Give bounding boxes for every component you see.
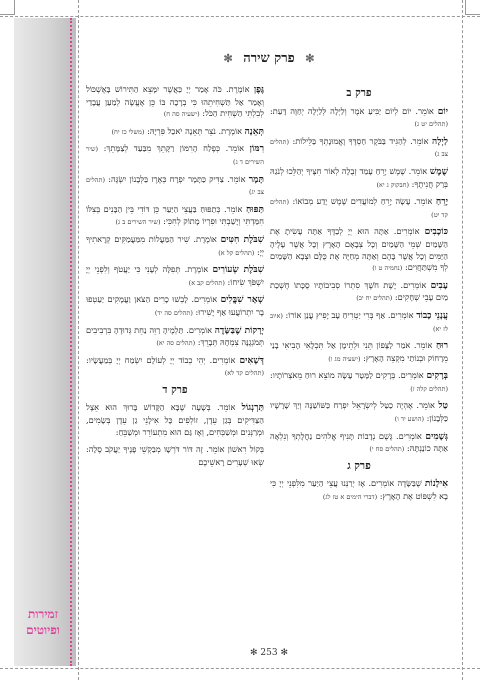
- verse-source: (ישעיה מג ו): [328, 354, 361, 363]
- verse-paragraph: [86, 234, 264, 259]
- cut-line-top: [0, 16, 480, 17]
- chapter-heading: פרק ב: [346, 87, 372, 99]
- book-page: [82, 22, 456, 666]
- verse-source: (נחמיה ט ו): [372, 264, 403, 273]
- verse-text: אוֹמֵר. כְּתַפּוּחַ בַּעֲצֵי הַיַּעַר כֵּן דּוֹדִי בֵּין הַבָּנִים בְּצִלּוֹ חִמַּדְתִּי וְיָשַׁבְתִּי וּפִרְיוֹ מָתוֹק לְחִכִּי:: [86, 203, 264, 227]
- crop-mark-top-right: [465, 0, 480, 15]
- verse-text: אוֹמְרִים. תַּלְמֶיהָ רַוֵּה נַחֵת גְּדוּדֶהָ בִּרְבִיבִים תְּמֹגְגֶנָּה צִמְחָהּ תְּבָרֵךְ:: [86, 324, 264, 348]
- verse-source: (משלי כז יח): [111, 127, 145, 136]
- verse-text: אוֹמְרִים. בְּרָקִים לַמָּטָר עָשָׂה מוֹצֵא רוּחַ מֵאֹצְרוֹתָיו:: [270, 370, 427, 381]
- verse-speaker: תַּפּוּחַ: [245, 204, 264, 215]
- section-tab-label-line1: זמירות: [28, 607, 58, 621]
- verse-speaker: שִׁבֹּלֶת שְׂעוֹרִים: [212, 265, 264, 276]
- verse-source: (ישעיה סה ח): [163, 110, 200, 119]
- verse-paragraph: [270, 478, 448, 503]
- verse-paragraph: [86, 402, 264, 439]
- verse-paragraph: [270, 196, 448, 221]
- verse-paragraph: [270, 340, 448, 365]
- folio-ornament-left: ✻: [249, 648, 258, 658]
- verse-text: אוֹמֵר. יוֹם לְיוֹם יַבִּיעַ אֹמֶר וְלַיְלָה לְּלַיְלָה יְחַוֶּה דָּעַת:: [270, 105, 438, 116]
- verse-text: אוֹמֵר. שֶׁמֶשׁ יָרֵחַ עָמַד זְבֻלָה לְאוֹר חִצֶּיךָ יְהַלֵּכוּ לְנֹגַהּ בְּרַק חֲנִיתֶךָ:: [270, 165, 448, 189]
- verse-source: (תהלים קלה ז): [410, 384, 448, 393]
- side-tab-dotted-border: [70, 18, 72, 666]
- verse-text: אוֹמֵר. צַדִּיק כַּתָּמָר יִפְרָח כְּאֶרֶז בַּלְּבָנוֹן יִשְׂגֶּה:: [108, 173, 249, 184]
- verse-text: אוֹמְרִים. לָבְשׁוּ כָרִים הַצֹּאן וַעֲמָקִים יַעַטְפוּ בָר יִתְרוֹעֲעוּ אַף יָשִׁירוּ:: [86, 294, 264, 317]
- verse-text: אוֹמֵר. אֹמַר לַצָּפוֹן תֵּנִי וּלְתֵימָן אַל תִּכְלָאִי הָבִיאִי בָנַי מֵרָחוֹק וּבְנוֹתַי מִקְצֵה הָאָרֶץ:: [270, 340, 448, 363]
- verse-paragraph: [86, 355, 264, 380]
- verse-paragraph: [270, 431, 448, 456]
- verse-speaker: בְּרָקִים: [426, 371, 448, 382]
- verse-text: בְּקוֹל רִאשׁוֹן אוֹמֵר. זֶה דּוֹר דֹּרְשָׁו מְבַקְשֵׁי פָנֶיךָ יַעֲקֹב סֶלָה: שְׂאוּ שְׁעָרִים רָאשֵׁיכֶם: [86, 444, 264, 467]
- verse-speaker: תַּרְנְגוֹל: [241, 403, 264, 414]
- section-tab-label-line2: ופיוטים: [26, 623, 60, 637]
- header-ornament-right: ✻: [305, 52, 315, 65]
- verse-paragraph: [86, 204, 264, 229]
- verse-paragraph: [86, 264, 264, 289]
- left-text-column: [86, 84, 264, 474]
- verse-paragraph: [270, 400, 448, 425]
- verse-paragraph: [270, 166, 448, 191]
- verse-source: (תהלים סה יד): [154, 308, 193, 317]
- verse-source: (תהלים קב א): [188, 278, 225, 287]
- verse-text: אוֹמְרִים. יְהִי כְבוֹד יְיָ לְעוֹלָם יִשְׂמַח יְיָ בְּמַעֲשָׂיו:: [86, 354, 240, 365]
- verse-source: (הושע יד ו): [394, 415, 424, 424]
- verse-speaker: טַל: [438, 401, 448, 412]
- verse-text: אוֹמֶרֶת. נֹצֵר תְּאֵנָה יֹאכַל פִּרְיָהּ:: [147, 125, 245, 136]
- header-ornament-left: ✻: [223, 52, 233, 65]
- cut-line-bottom: [0, 668, 480, 669]
- verse-source: (תהלים צב ג): [270, 137, 448, 159]
- verse-paragraph: [86, 444, 264, 469]
- verse-text: אוֹמְרִים. יָשֶׁת חֹשֶׁךְ סִתְרוֹ סְבִיבוֹתָיו סֻכָּתוֹ חֶשְׁכַת מַיִם עָבֵי שְׁחָקִים:: [270, 279, 448, 303]
- verse-text: אוֹמְרִים. גֶּשֶׁם נְדָבוֹת תָּנִיף אֱלֹהִים נַחֲלָתְךָ וְנִלְאָה אַתָּה כוֹנַנְתָּהּ:: [270, 430, 448, 454]
- verse-text: אוֹמֶרֶת. כֹּה אָמַר יְיָ כַּאֲשֶׁר יִמָּצֵא הַתִּירוֹשׁ בָּאֶשְׁכּוֹל וְאָמַר אַל תַּשְׁחִיתֵהוּ כִּי בְרָכָה בּוֹ כֵּן אֶעֱשֶׂה לְמַעַן עֲבָדַי לְבִלְתִּי הַשְׁחִית הַכֹּל:: [86, 84, 264, 119]
- verse-paragraph: [86, 325, 264, 350]
- folio-ornament-right: ✻: [280, 648, 289, 658]
- verse-paragraph: [270, 280, 448, 305]
- section-tab-label: [18, 606, 68, 638]
- verse-speaker: כּוֹכָבִים: [424, 227, 448, 238]
- verse-text: שֶׁבַּשָּׂדֶה אוֹמְרִים. אָז יְרַנְּנוּ עֲצֵי הַיַּעַר מִלִּפְנֵי יְיָ כִּי בָא לִשְׁפּוֹט אֶת הָאָרֶץ:: [270, 478, 448, 502]
- chapter-heading: פרק ג: [347, 459, 371, 472]
- verse-source: (תהלים קד יט): [270, 198, 448, 219]
- right-text-column: [270, 84, 448, 509]
- verse-source: (תהלים צב יג): [86, 175, 264, 197]
- verse-paragraph: [270, 226, 448, 274]
- verse-speaker: גֶּפֶן: [253, 85, 264, 95]
- verse-source: (תהלים קל א): [218, 248, 255, 257]
- verse-source: (תהלים יח יב): [356, 294, 393, 303]
- verse-paragraph: [270, 106, 448, 131]
- verse-paragraph: [86, 174, 264, 199]
- verse-paragraph: [86, 294, 264, 319]
- verse-source: (תהלים קד לא): [224, 369, 264, 378]
- section-side-tab: [14, 18, 76, 666]
- verse-source: (תהלים סח י): [369, 445, 405, 454]
- verse-speaker: עָבִים: [430, 280, 448, 291]
- verse-paragraph: [270, 136, 448, 161]
- verse-paragraph: [270, 370, 448, 395]
- verse-text: אוֹמְרִים. אַתָּה הוּא יְיָ לְבַדֶּךָ אַתָּה עָשִׂיתָ אֶת הַשָּׁמַיִם שְׁמֵי הַשָּׁמַיִם וְכָל צְבָאָם הָאָרֶץ וְכָל אֲשֶׁר עָלֶיהָ הַיַּמִּים וְכָל אֲשֶׁר בָּהֶם וְאַתָּה מְחַיֶּה אֶת כֻּלָּם וּצְבָא הַשָּׁמַיִם לְךָ מִשְׁתַּחֲוִים:: [270, 226, 448, 273]
- verse-speaker: רִמּוֹן: [249, 144, 264, 155]
- verse-speaker: לַיְלָה: [432, 136, 448, 147]
- verse-source: (שיר השירים ב ג): [115, 218, 161, 227]
- cut-line-left: [78, 0, 79, 680]
- verse-speaker: יָרֵחַ: [435, 197, 448, 208]
- verse-speaker: שְׁאָר שִׁבֳּלִים: [220, 295, 264, 306]
- verse-source: (תהלים יט ג): [414, 120, 448, 129]
- verse-paragraph: [86, 126, 264, 139]
- verse-text: אוֹמֵר. כְּפֶלַח הָרִמּוֹן רַקָּתֵךְ מִבַּעַד לְצַמָּתֵךְ:: [103, 143, 250, 154]
- crop-mark-top-left: [0, 0, 15, 15]
- verse-text: אוֹמֶרֶת. תְּפִלָּה לְעָנִי כִּי יַעֲטֹף וְלִפְנֵי יְיָ יִשְׁפֹּךְ שִׂיחוֹ:: [86, 264, 264, 287]
- verse-source: (שיר השירים ד ג): [86, 145, 264, 166]
- verse-text: אוֹמֵר. אֶהְיֶה כַטַּל לְיִשְׂרָאֵל יִפְרַח כַּשּׁוֹשַׁנָּה וְיַךְ שָׁרָשָׁיו כַּלְּבָנוֹן:: [270, 400, 448, 424]
- page-title: פרק שירה: [243, 51, 295, 66]
- verse-speaker: תָּמָר: [248, 174, 264, 185]
- verse-source: (דברי הימים א טז לג): [322, 493, 378, 502]
- verse-speaker: דְּשָׁאִים: [239, 355, 264, 366]
- page-number: [82, 648, 456, 658]
- verse-speaker: גְּשָׁמִים: [425, 431, 448, 442]
- verse-speaker: תְּאֵנָה: [244, 126, 264, 137]
- page-header: [82, 50, 456, 66]
- verse-text: אוֹמְרִים. אַף בְּרִי יַטְרִיחַ עָב יָפִיץ עֲנַן אוֹרוֹ:: [285, 309, 417, 320]
- chapter-heading: פרק ד: [162, 383, 188, 396]
- verse-paragraph: [86, 143, 264, 168]
- verse-speaker: עֲנָנֵי כָבוֹד: [416, 310, 448, 321]
- verse-paragraph: [270, 310, 448, 335]
- verse-source: (חבקוק ג יא): [376, 180, 409, 189]
- cut-line-right: [462, 0, 463, 680]
- verse-text: אוֹמֶרֶת. שִׁיר הַמַּעֲלוֹת מִמַּעֲמַקִּים קְרָאתִיךָ יְיָ:: [86, 233, 264, 257]
- verse-speaker: שִׁבֹּלֶת חִטִּים: [220, 234, 264, 245]
- verse-source: (תהלים סה יא): [156, 339, 196, 348]
- verse-text: אוֹמֵר. עָשָׂה יָרֵחַ לְמוֹעֲדִים שֶׁמֶשׁ יָדַע מְבוֹאוֹ:: [292, 196, 436, 207]
- verse-speaker: רוּחַ: [435, 341, 448, 352]
- verse-speaker: שֶׁמֶשׁ: [429, 166, 448, 177]
- verse-speaker: יוֹם: [437, 106, 448, 117]
- verse-text: אוֹמֵר. בְּשָׁעָה שֶׁבָּא הַקָּדוֹשׁ בָּרוּךְ הוּא אֵצֶל הַצַּדִּיקִים בְּגַן עֵדֶן, זוֹלְפִים כָּל אִילָנֵי גַן עֵדֶן בְּשָׂמִים, וּמְרַנְּנִים וּמְשַׁבְּחִים, וְאָז גַּם הוּא מִתְעוֹרֵר וּמְשַׁבֵּחַ:: [86, 402, 264, 437]
- verse-text: אוֹמֵר. לְהַגִּיד בַּבֹּקֶר חַסְדֶּךָ וֶאֱמוּנָתְךָ בַּלֵּילוֹת:: [292, 135, 433, 146]
- verse-speaker: יְרָקוֹת שֶׁבַּשָּׂדֶה: [214, 325, 264, 336]
- verse-source: (איוב לז יא): [270, 311, 448, 333]
- verse-speaker: אִילָנוֹת: [424, 479, 448, 490]
- verse-paragraph: [86, 84, 264, 121]
- page-number-value: 253: [260, 648, 278, 658]
